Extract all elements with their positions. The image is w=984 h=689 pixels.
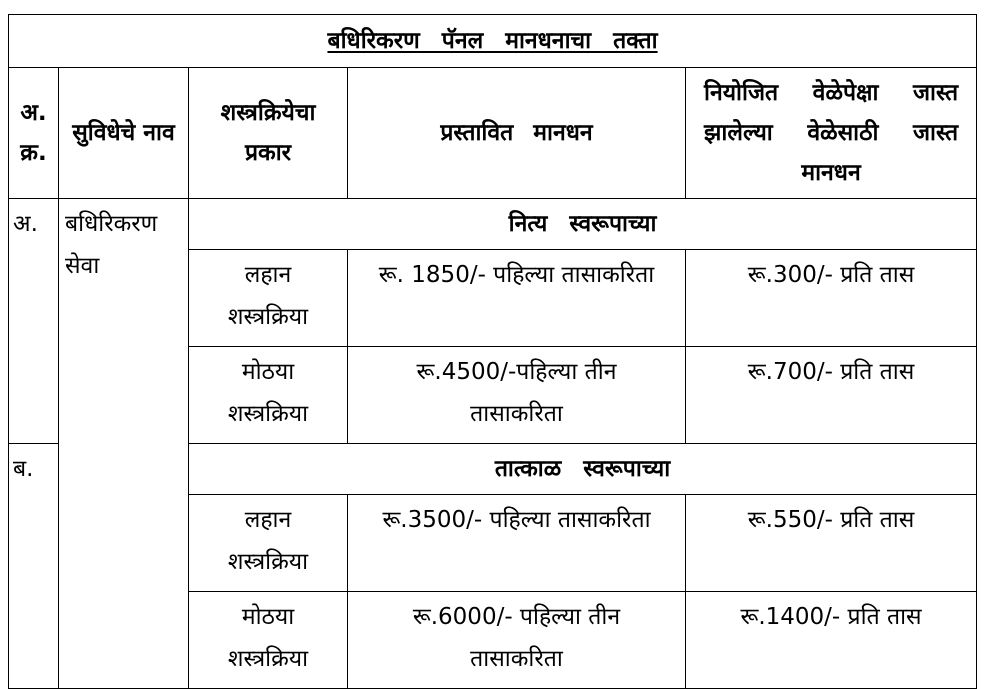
section-b-heading: तात्काळ स्वरूपाच्या [189,444,977,495]
fee-table [8,14,977,689]
section-b-row-2-proposed: रू.6000/- पहिल्या तीन तासाकरिता [348,592,686,689]
section-b-row-2-extra: रू.1400/- प्रति तास [686,592,977,689]
section-a-row-1-type: लहान शस्त्रक्रिया [189,250,348,347]
header-extra-fee: नियोजित वेळेपेक्षा जास्त झालेल्या वेळेसाठी जास्त मानधन [686,68,977,199]
table-title: बधिरिकरण पॅनल मानधनाचा तक्ता [327,28,658,54]
section-b-row-1-proposed: रू.3500/- पहिल्या तासाकरिता [348,495,686,592]
table-title-cell [9,15,977,68]
header-proposed-fee: प्रस्तावित मानधन [348,68,686,199]
section-b-row-2-type: मोठया शस्त्रक्रिया [189,592,348,689]
section-b-label: ब. [9,444,59,689]
section-a-row-1-extra: रू.300/- प्रति तास [686,250,977,347]
section-a-row-1-proposed: रू. 1850/- पहिल्या तासाकरिता [348,250,686,347]
header-facility-name: सुविधेचे नाव [59,68,189,199]
header-surgery-type: शस्त्रक्रियेचा प्रकार [189,68,348,199]
section-a-row-2-proposed: रू.4500/-पहिल्या तीन तासाकरिता [348,347,686,444]
section-a-row-2-extra: रू.700/- प्रति तास [686,347,977,444]
section-b-row-1-type: लहान शस्त्रक्रिया [189,495,348,592]
facility-name: बधिरिकरण सेवा [59,199,189,689]
section-a-label: अ. [9,199,59,444]
section-a-row-2-type: मोठया शस्त्रक्रिया [189,347,348,444]
section-b-row-1-extra: रू.550/- प्रति तास [686,495,977,592]
section-a-heading: नित्य स्वरूपाच्या [189,199,977,250]
header-sr-no: अ. क्र. [9,68,59,199]
